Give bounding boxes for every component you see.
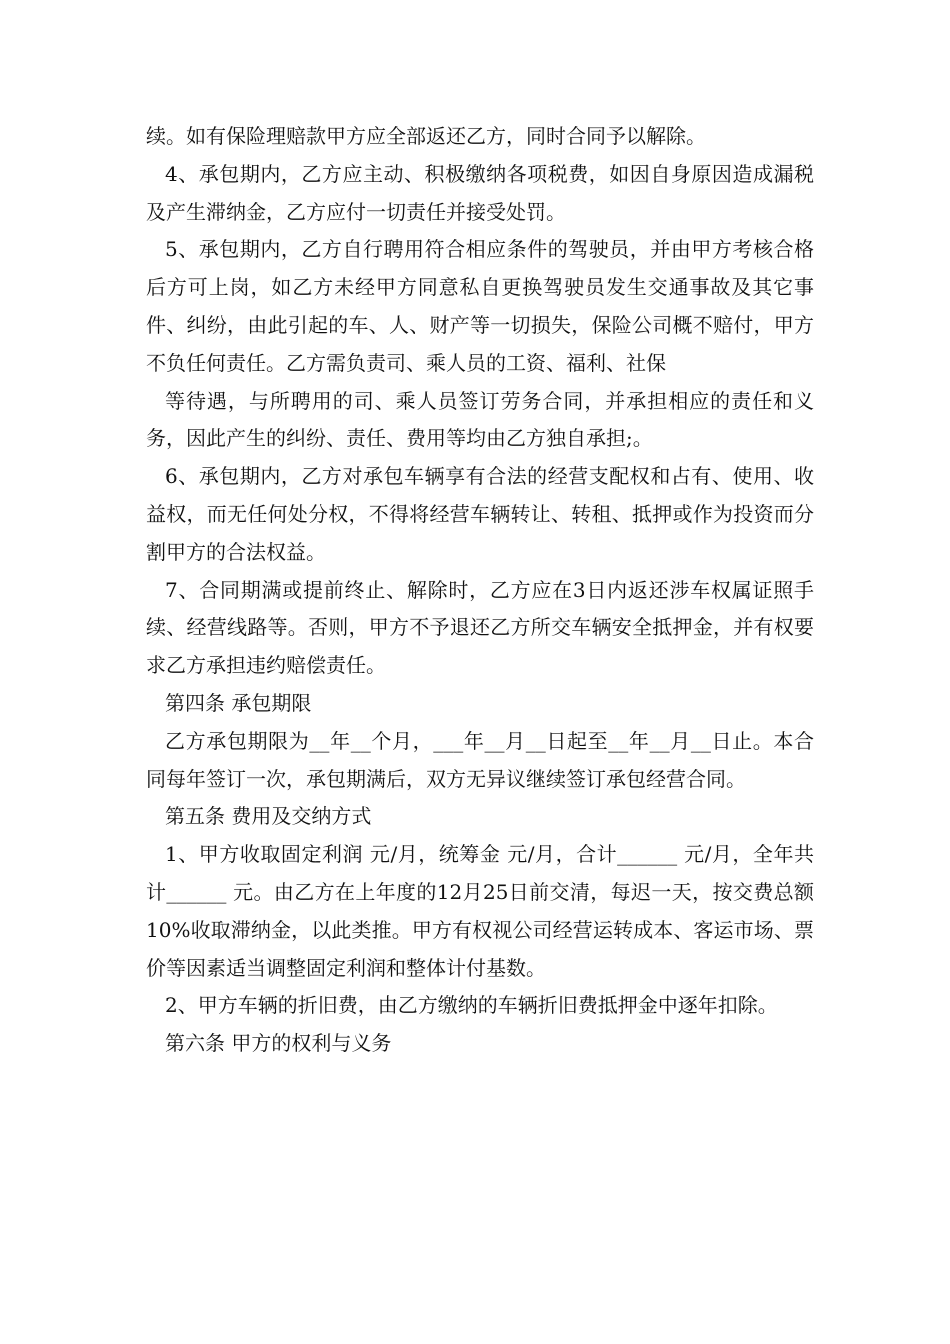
paragraph-clause-4-taxes: 4、承包期内，乙方应主动、积极缴纳各项税费，如因自身原因造成漏税及产生滞纳金，乙方应付一切责任并接受处罚。 bbox=[146, 161, 814, 224]
paragraph-insurance-claim: 续。如有保险理赔款甲方应全部返还乙方，同时合同予以解除。 bbox=[146, 124, 706, 148]
paragraph-clause-5-continued: 等待遇，与所聘用的司、乘人员签订劳务合同，并承担相应的责任和义务，因此产生的纠纷、责任、费用等均由乙方独自承担;。 bbox=[146, 388, 814, 451]
section-heading-article-6: 第六条 甲方的权利与义务 bbox=[165, 1031, 392, 1056]
section-heading-article-5: 第五条 费用及交纳方式 bbox=[165, 804, 372, 829]
paragraph-clause-7-termination: 7、合同期满或提前终止、解除时，乙方应在3日内返还涉车权属证照手续、经营线路等。否则，甲方不予退还乙方所交车辆安全抵押金，并有权要求乙方承担违约赔偿责任。 bbox=[146, 577, 814, 678]
paragraph-clause-5-drivers: 5、承包期内，乙方自行聘用符合相应条件的驾驶员，并由甲方考核合格后方可上岗，如乙方未经甲方同意私自更换驾驶员发生交通事故及其它事件、纠纷，由此引起的车、人、财产等一切损失，保险公司概不赔付，甲方不负任何责任。乙方需负责司、乘人员的工资、福利、社保 bbox=[146, 237, 814, 375]
paragraph-clause-6-rights: 6、承包期内，乙方对承包车辆享有合法的经营支配权和占有、使用、收益权，而无任何处分权，不得将经营车辆转让、转租、抵押或作为投资而分割甲方的合法权益。 bbox=[146, 464, 814, 564]
paragraph-fees-clause-1: 1、甲方收取固定利润 元/月，统筹金 元/月，合计______ 元/月，全年共计______ 元。由乙方在上年度的12月25日前交清，每迟一天，按交费总额10%收取滞纳金，以此类推。甲方有权视公司经营运转成本、客运市场、票价等因素适当调整固定利润和整体计付基数。 bbox=[146, 842, 814, 980]
document-page bbox=[146, 118, 814, 1063]
section-heading-article-4: 第四条 承包期限 bbox=[165, 690, 312, 715]
paragraph-fees-clause-2: 2、甲方车辆的折旧费，由乙方缴纳的车辆折旧费抵押金中逐年扣除。 bbox=[165, 993, 778, 1018]
paragraph-contract-term: 乙方承包期限为__年__个月，___年__月__日起至__年__月__日止。本合同每年签订一次，承包期满后，双方无异议继续签订承包经营合同。 bbox=[146, 728, 814, 791]
